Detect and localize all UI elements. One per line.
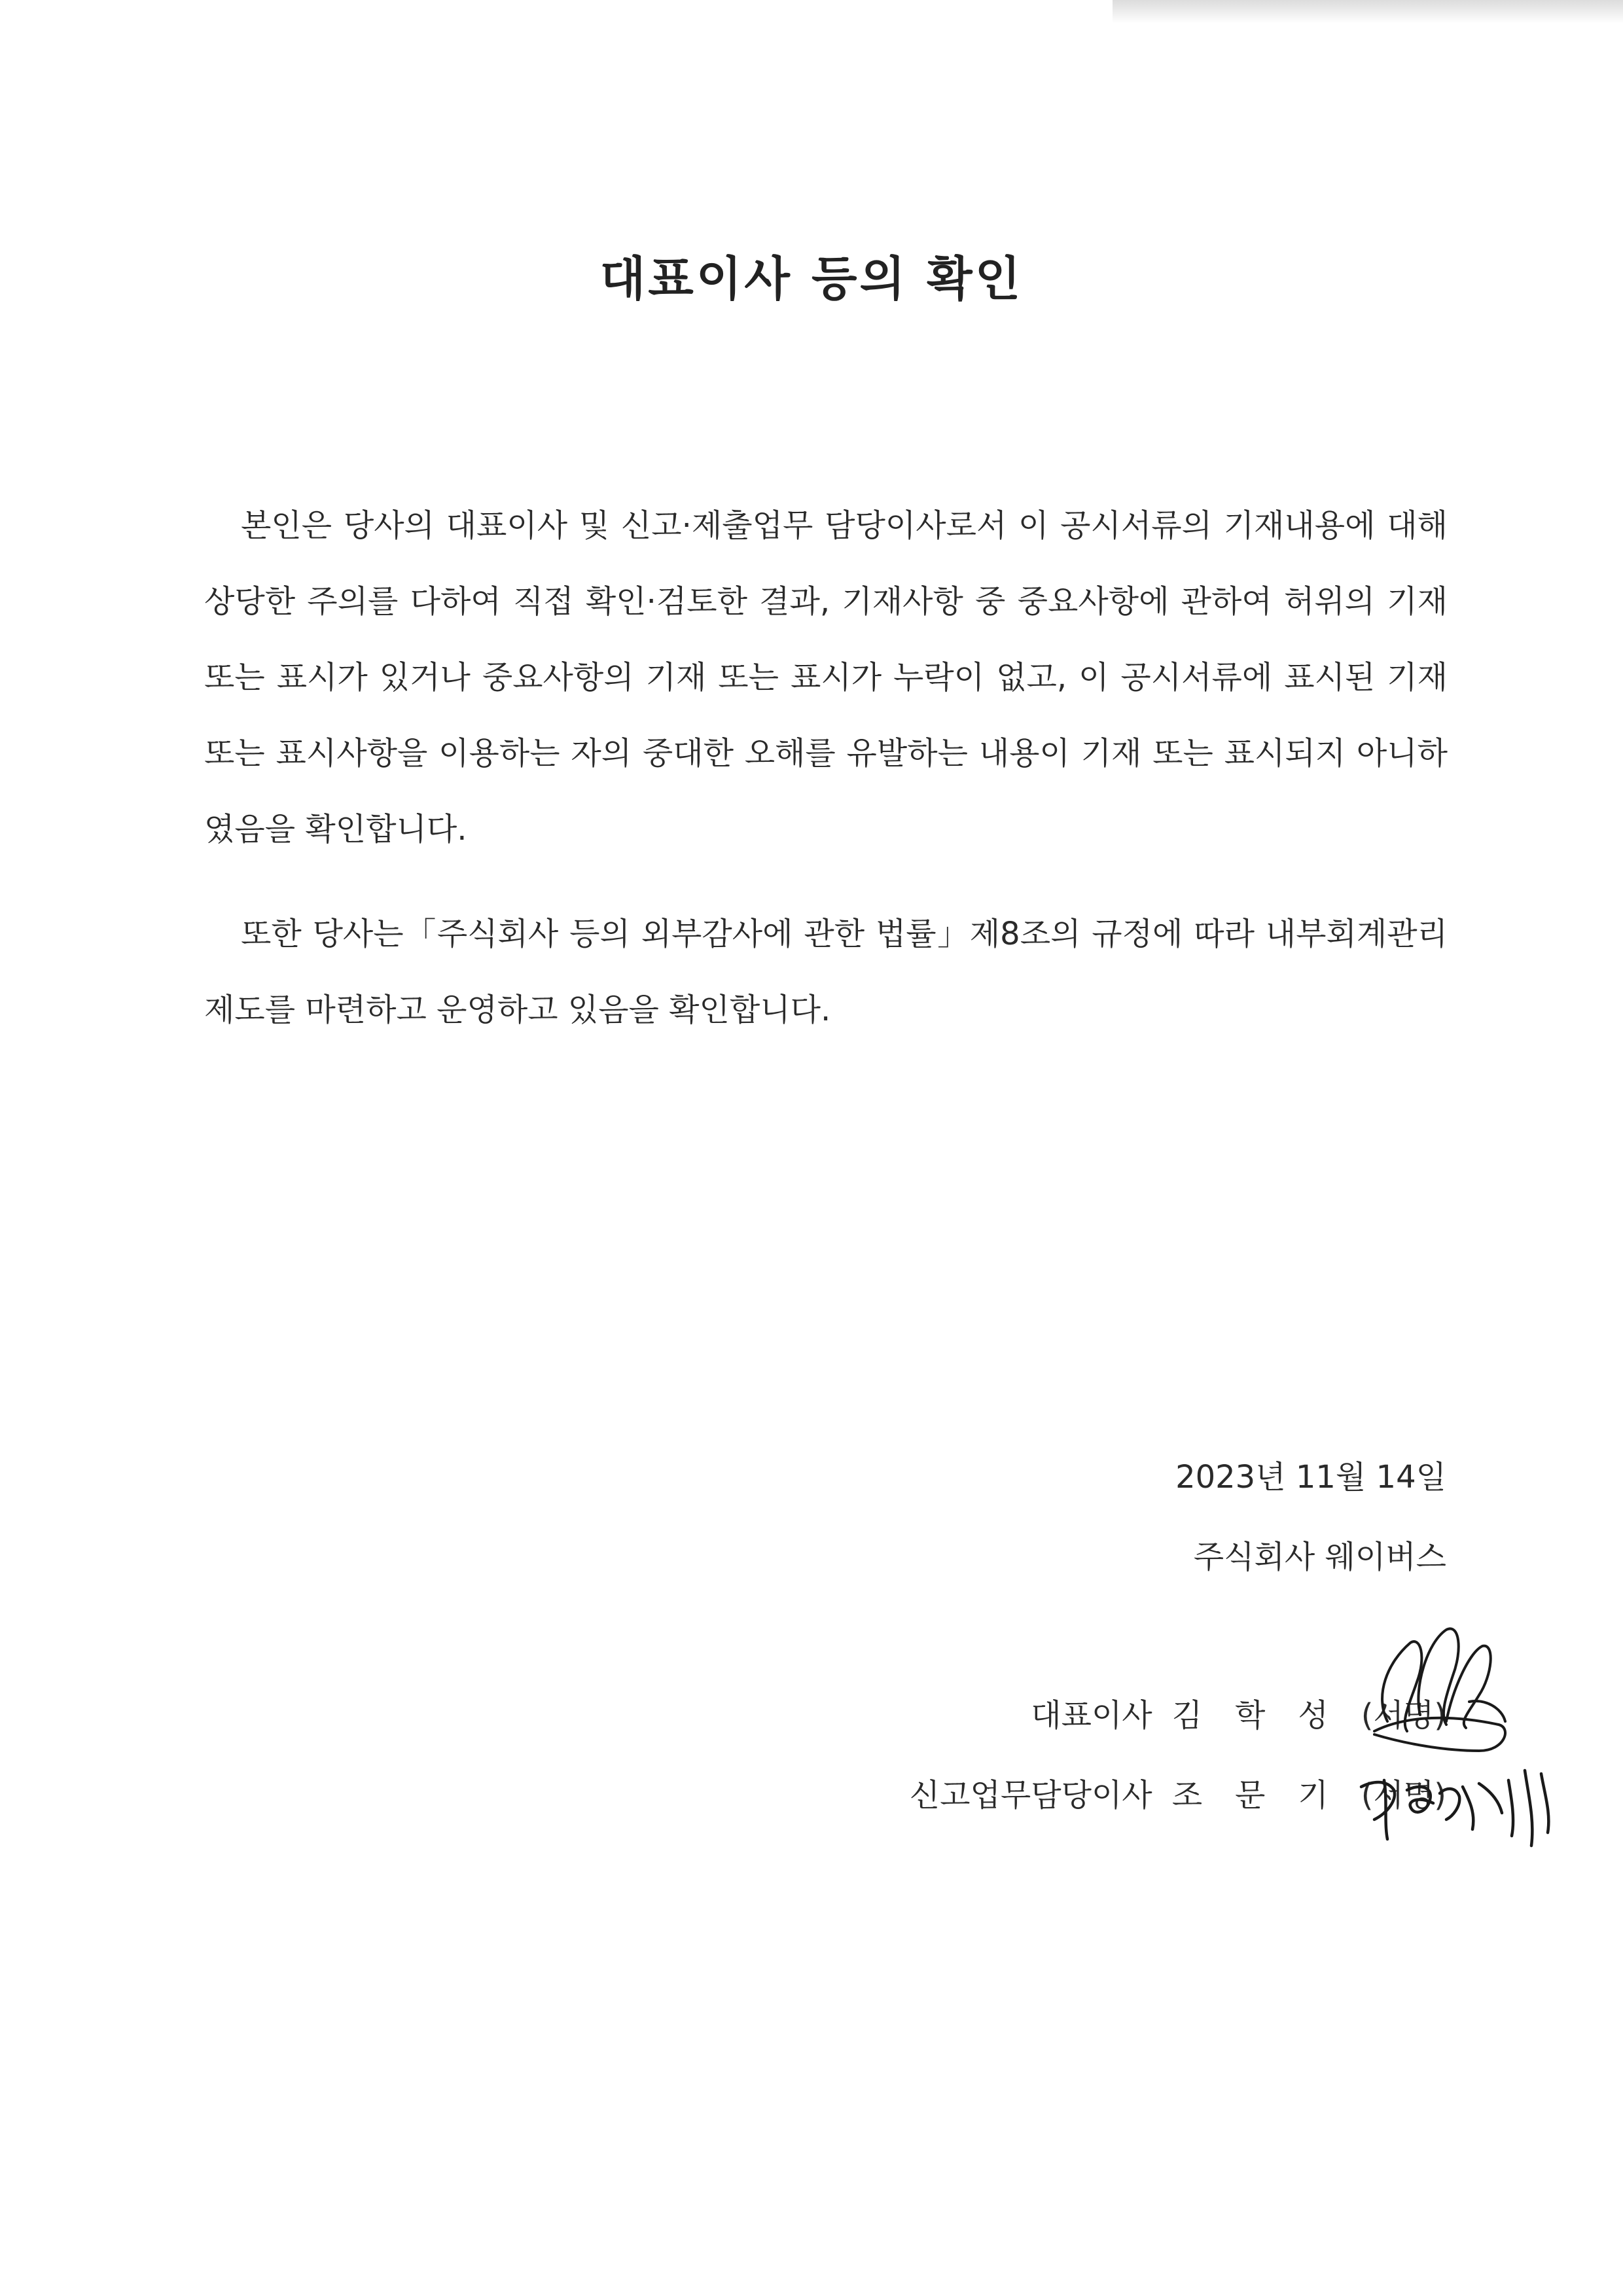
- ceo-name: 김학성: [1171, 1697, 1361, 1734]
- confirmation-paragraph: 본인은 당사의 대표이사 및 신고·제출업무 담당이사로서 이 공시서류의 기재내용에 대해 상당한 주의를 다하여 직접 확인·검토한 결과, 기재사항 중 중요사항에 관하여 허위의 기재 또는 표시가 있거나 중요사항의 기재 또는 표시가 누락이 없고, 이 공시서류에 표시된 기재 또는 표시사항을 이용하는 자의 중대한 오해를 유발하는 내용이 기재 또는 표시되지 아니하였음을 확인합니다.: [204, 507, 1448, 848]
- company-name: 주식회사 웨이버스: [1193, 1539, 1446, 1575]
- officer-signature-mark: (서명): [1361, 1777, 1446, 1814]
- scan-shadow: [1113, 0, 1623, 24]
- officer-signature-line: [910, 1770, 1446, 1815]
- ceo-role: 대표이사: [1031, 1697, 1152, 1734]
- officer-role: 신고업무담당이사: [909, 1777, 1152, 1814]
- ceo-signature-mark: (서명): [1361, 1697, 1446, 1734]
- internal-control-paragraph: 또한 당사는「주식회사 등의 외부감사에 관한 법률」제8조의 규정에 따라 내부회계관리제도를 마련하고 운영하고 있음을 확인합니다.: [204, 916, 1448, 1028]
- document-date: 2023년 11월 14일: [1175, 1459, 1446, 1496]
- ceo-signature-line: [1031, 1690, 1446, 1735]
- officer-name: 조문기: [1171, 1777, 1361, 1814]
- page-title: 대표이사 등의 확인: [599, 251, 1024, 306]
